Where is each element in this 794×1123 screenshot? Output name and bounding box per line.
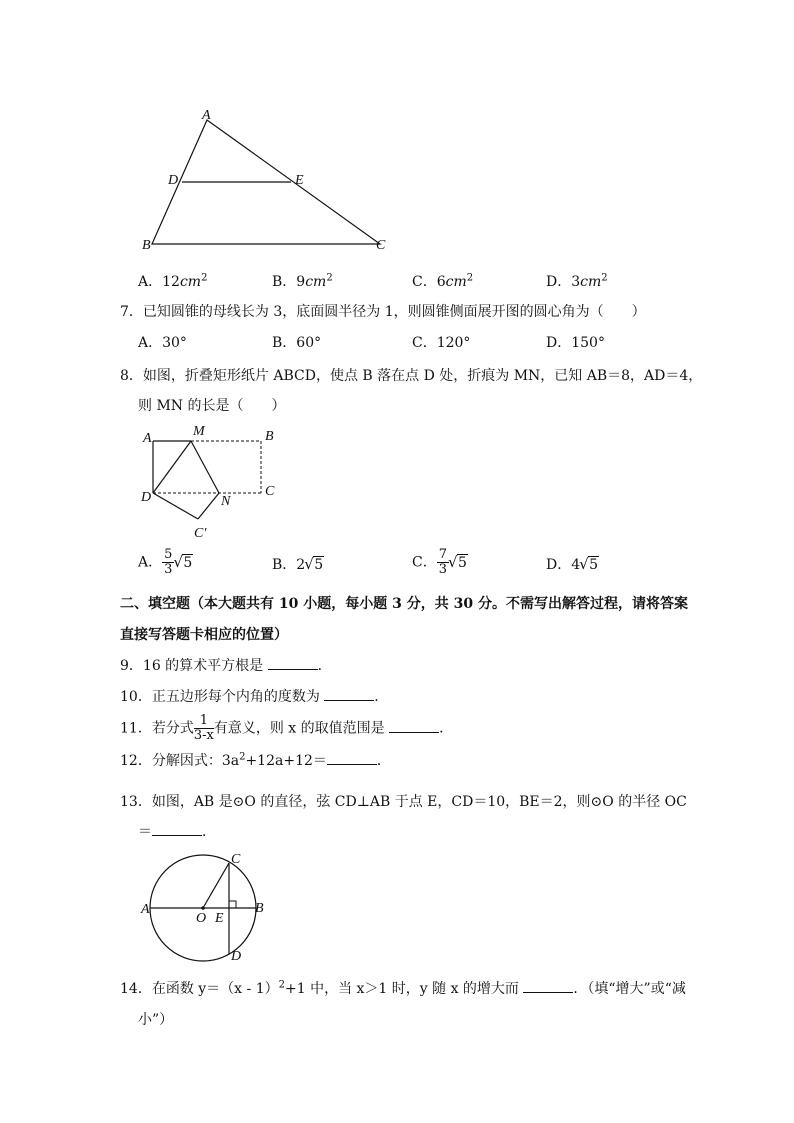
label-c: C	[376, 238, 386, 253]
fold-ncp	[198, 493, 219, 519]
q7-option-c: C．120°	[412, 335, 471, 351]
right-angle-mark	[229, 901, 236, 908]
label-e: E	[215, 911, 224, 926]
label-b: B	[255, 901, 264, 916]
section2-heading-line2: 直接写答题卡相应的位置）	[120, 627, 288, 643]
label-o: O	[196, 911, 207, 926]
q11: 11．若分式 $\frac{1}{3-x}$ 有意义，则 x 的取值范围是 ．	[120, 713, 454, 743]
label-a: A	[141, 902, 150, 917]
label-d: D	[141, 490, 152, 505]
q8-option-a: A． $\frac{5}{3}$ √ 5	[138, 548, 193, 577]
answer-blank	[324, 688, 374, 701]
radius-oc	[203, 863, 229, 908]
label-c: C	[231, 852, 241, 867]
label-c-prime: C′	[194, 526, 207, 541]
label-b: B	[142, 238, 151, 253]
q8-option-c: C． $\frac{7}{3}$ √ 5	[412, 548, 468, 577]
q7-stem: 7．已知圆锥的母线长为 3，底面圆半径为 1，则圆锥侧面展开图的圆心角为（ ）	[120, 304, 646, 320]
answer-blank	[523, 980, 573, 993]
q9: 9．16 的算术平方根是 ．	[120, 658, 332, 674]
q6-option-b: B．$9cm^2$	[272, 272, 333, 290]
fold-mn	[191, 441, 219, 493]
q13-line2: ＝ ．	[138, 824, 216, 840]
q14-line1: 14．在函数 y＝（x - 1）$^2$+1 中，当 x＞1 时，y 随 x 的增大而 ．（填“增大”或“减	[120, 979, 686, 997]
q12: 12．分解因式：$3a^2+12a+12=$ ．	[120, 751, 391, 769]
q7-option-b: B．60°	[272, 335, 322, 351]
label-a: A	[202, 108, 211, 123]
q6-option-a: A．$12cm^2$	[138, 272, 208, 290]
q8-stem-line2: 则 MN 的长是（ ）	[138, 398, 286, 414]
triangle-figure	[135, 105, 395, 255]
label-e: E	[295, 173, 304, 188]
section2-heading-line1: 二、填空题（本大题共有 10 小题，每小题 3 分，共 30 分。不需写出解答过程，请将答案	[120, 596, 688, 612]
fold-dcp	[153, 493, 198, 519]
q8-option-b: B．2√ 5	[272, 554, 324, 574]
q6-option-c: C．$6cm^2$	[412, 272, 474, 290]
answer-blank	[327, 752, 377, 765]
label-a: A	[143, 431, 152, 446]
q7-option-a: A．30°	[138, 335, 187, 351]
label-d: D	[231, 949, 242, 964]
label-n: N	[221, 494, 231, 509]
label-b: B	[265, 429, 274, 444]
q6-option-d: D．$3cm^2$	[546, 272, 608, 290]
answer-blank	[152, 823, 202, 836]
answer-blank	[268, 657, 318, 670]
q7-option-d: D．150°	[546, 335, 605, 351]
q8-stem-line1: 8．如图，折叠矩形纸片 ABCD，使点 B 落在点 D 处，折痕为 MN，已知 AB＝8，AD＝4，	[120, 368, 703, 384]
center-point	[201, 906, 205, 910]
fold-md	[153, 441, 191, 493]
label-m: M	[193, 424, 205, 439]
label-d: D	[168, 173, 179, 188]
q13-line1: 13．如图，AB 是⊙O 的直径，弦 CD⊥AB 于点 E，CD＝10，BE＝2，则⊙O 的半径 OC	[120, 794, 687, 810]
q14-line2: 小”）	[138, 1012, 174, 1028]
label-c: C	[265, 484, 275, 499]
q8-option-d: D．4√ 5	[546, 554, 599, 574]
folded-rectangle-figure	[135, 420, 285, 545]
answer-blank	[389, 720, 439, 733]
q10: 10．正五边形每个内角的度数为 ．	[120, 689, 389, 705]
circle-figure	[135, 848, 275, 968]
